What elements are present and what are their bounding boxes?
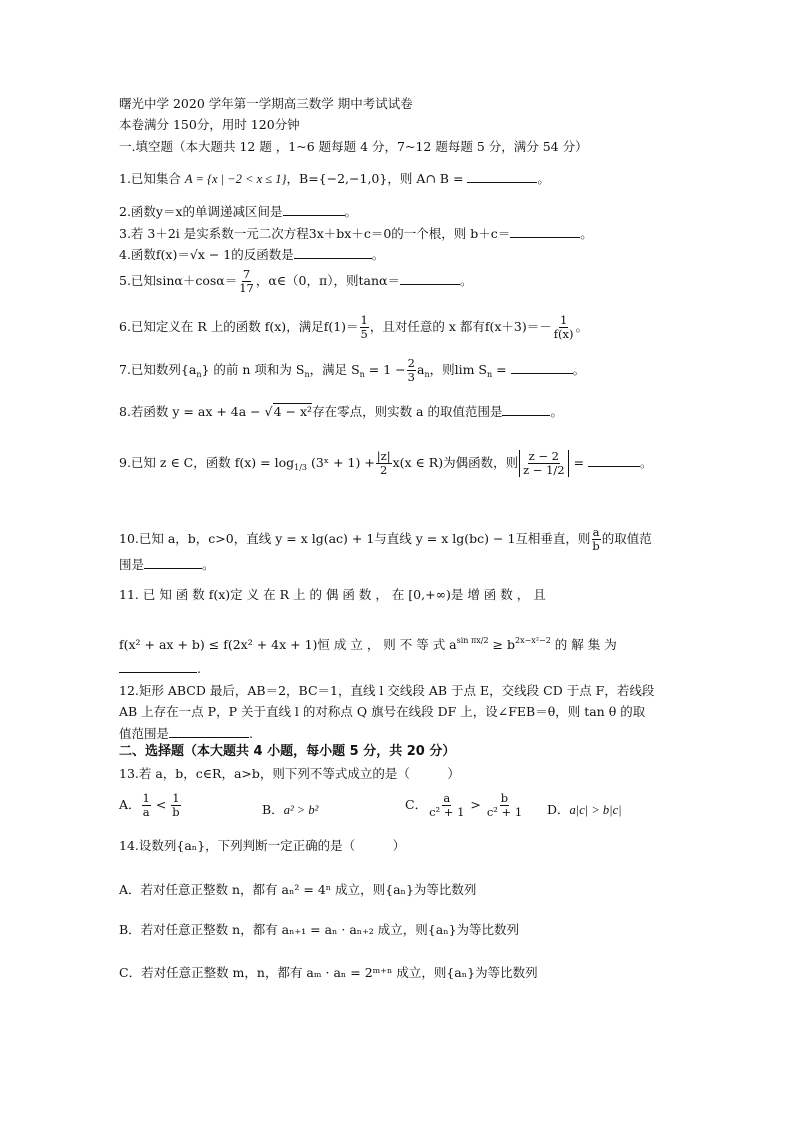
- q9-end: 。: [640, 455, 653, 470]
- q9-denominator: 2: [380, 463, 388, 477]
- q9-abs-fraction: [519, 450, 569, 477]
- q14-option-a[interactable]: A．若对任意正整数 n，都有 aₙ² = 4ⁿ 成立，则{aₙ}为等比数列: [119, 882, 477, 897]
- q6-numerator-1: 1: [360, 313, 368, 327]
- q7-ask: ，则lim S: [429, 362, 487, 377]
- q1-ask: ，则 A∩ B =: [387, 171, 464, 186]
- q5-answer-blank[interactable]: [400, 272, 460, 285]
- q8-answer-blank[interactable]: [502, 403, 550, 416]
- q1-answer-blank[interactable]: [467, 170, 537, 183]
- q6-denominator-2: f(x): [553, 327, 574, 341]
- q13-a-label: A．: [119, 797, 141, 812]
- q9-prefix: 9.已知 z ∈ C，函数 f(x) = log: [119, 455, 295, 470]
- q5-prefix: 5.已知sinα＋cosα＝: [119, 273, 238, 288]
- q10-answer-blank[interactable]: [144, 556, 202, 569]
- q9-answer-blank[interactable]: [588, 454, 640, 467]
- q3-end: 。: [580, 226, 593, 241]
- q6-numerator-2: 1: [559, 313, 568, 327]
- q10-line2: 围是: [119, 557, 145, 572]
- q12-line3: 值范围是: [119, 726, 170, 741]
- exam-info: 本卷满分 150分，用时 120分钟: [119, 117, 300, 132]
- question-5: [119, 268, 472, 295]
- q13-b-body: a² > b²: [283, 803, 319, 817]
- q13-d-label: D．: [547, 802, 570, 817]
- question-12-line-1: 12.矩形 ABCD 最后，AB＝2，BC＝1，直线 l 交线段 AB 于点 E，交线段 CD 于点 F，若线段: [119, 683, 655, 698]
- q6-prefix: 6.已知定义在 R 上的函数 f(x)，满足f(1)＝: [119, 319, 359, 334]
- question-12-line-2: AB 上存在一点 P，P 关于直线 l 的对称点 Q 旗号在线段 DF 上，设∠FEB＝θ，则 tan θ 的取: [119, 704, 646, 719]
- q13-option-a[interactable]: A． $\frac{1}{a}$ < $\frac{1}{b}$: [119, 791, 180, 819]
- q9-post: x(x ∈ R)为偶函数，则: [392, 455, 519, 470]
- q4-end: 。: [371, 247, 385, 262]
- q7-cond: ，满足 S: [309, 362, 360, 377]
- question-8: 8.若函数 y = ax + 4a − √4 − x²存在零点，则实数 a 的取值范围是 。: [119, 404, 563, 419]
- q9-fraction: [376, 450, 392, 477]
- q12-end: .: [249, 726, 253, 741]
- question-10-line-2: [119, 556, 215, 573]
- question-4: [119, 246, 384, 263]
- question-9: [119, 450, 653, 477]
- question-14-stem: 14.设数列{aₙ}，下列判断一定正确的是（ ）: [119, 838, 406, 853]
- q8-post: 存在零点，则实数 a 的取值范围是: [312, 404, 503, 419]
- question-1: [119, 170, 550, 187]
- q7-post: a: [416, 362, 425, 377]
- question-13-stem: 13.若 a，b，c∈R，a>b，则下列不等式成立的是（ ）: [119, 766, 460, 781]
- q11-ge: ≥ b: [488, 637, 515, 652]
- q6-mid: ，且对任意的 x 都有f(x＋3)＝－: [369, 319, 552, 334]
- q13-a-fraction-2: $\frac{1}{b}$: [172, 791, 180, 819]
- section-2-title: 二、选择题（本大题共 4 小题，每小题 5 分，共 20 分）: [119, 744, 456, 759]
- q6-fraction-1: [360, 314, 369, 341]
- q5-denominator: 17: [239, 281, 254, 295]
- question-10-line-1: [119, 526, 652, 553]
- question-6: [119, 314, 588, 341]
- q14-option-c[interactable]: C．若对任意正整数 m，n，都有 aₘ · aₙ = 2ᵐ⁺ⁿ 成立，则{aₙ}为等比数列: [119, 965, 538, 980]
- q2-end: 。: [344, 204, 358, 219]
- q13-d-body: a|c| > b|c|: [569, 803, 622, 817]
- q11-answer-blank[interactable]: [119, 660, 197, 673]
- q9-eq: =: [569, 455, 585, 470]
- q7-fraction: [407, 357, 416, 384]
- q5-end: 。: [459, 273, 473, 288]
- q6-fraction-2: [553, 314, 575, 341]
- q7-prefix: 7.已知数列{a: [119, 362, 197, 377]
- q10-ratio-den: b: [592, 539, 600, 553]
- q10-text: 10.已知 a，b，c>0，直线 y = x lg(ac) + 1与直线 y = x lg(bc) − 1互相垂直，则: [119, 531, 591, 546]
- q11-exponent-a: sin πx/2: [456, 636, 489, 645]
- q7-numerator: 2: [407, 356, 415, 370]
- q3-answer-blank[interactable]: [510, 225, 580, 238]
- q7-end: =: [492, 362, 507, 377]
- q1-set-a: A = {x | −2 < x ≤ 1}: [184, 172, 287, 186]
- q13-c-label: C．: [405, 797, 428, 812]
- q11-line2-end: 的 解 集 为: [550, 637, 617, 652]
- q10-line1-end: 的取值范: [601, 531, 652, 546]
- q6-denominator-1: 5: [360, 327, 368, 341]
- q3-text: 3.若 3＋2i 是实系数一元二次方程3x＋bx＋c＝0的一个根，则 b＋c＝: [119, 226, 511, 241]
- q13-b-label: B．: [262, 802, 284, 817]
- q7-mid: } 的前 n 项和为 S: [201, 362, 305, 377]
- q5-fraction: [238, 268, 255, 295]
- q8-root: 4 − x²: [273, 404, 313, 419]
- q14-option-b[interactable]: B．若对任意正整数 n，都有 aₙ₊₁ = aₙ · aₙ₊₂ 成立，则{aₙ}为等比数列: [119, 922, 520, 937]
- q9-abs-numerator: z − 2: [528, 449, 559, 463]
- q4-text: 4.函数f(x)＝√x − 1的反函数是: [119, 247, 294, 262]
- q10-ratio: [591, 526, 600, 553]
- q7-denominator: 3: [407, 370, 415, 384]
- exam-title: 曙光中学 2020 学年第一学期高三数学 期中考试试卷: [119, 96, 413, 111]
- question-11-line-1: 11. 已 知 函 数 f(x)定 义 在 R 上 的 偶 函 数 ， 在 [0,+∞)是 增 函 数 ， 且: [119, 587, 546, 602]
- q13-option-b[interactable]: [262, 800, 318, 818]
- q9-numerator: |z|: [376, 449, 391, 463]
- q9-log-base: 1/3: [294, 463, 307, 472]
- q1-end: 。: [537, 171, 550, 186]
- q7-answer-blank[interactable]: [511, 361, 573, 374]
- q13-c-fraction-2: $\frac{b}{\text{c² + 1}}$: [486, 791, 523, 819]
- q9-abs-denominator: z − 1/2: [523, 463, 565, 477]
- q11-exponent-b: 2x−x²−2: [515, 636, 551, 645]
- q13-option-c[interactable]: C． $\frac{a}{\text{c² + 1}}$ > $\frac{b}{\text{c² + 1}}$: [405, 791, 523, 819]
- question-11-line-2: [119, 633, 617, 653]
- q2-answer-blank[interactable]: [283, 203, 345, 216]
- q12-answer-blank[interactable]: [169, 725, 249, 738]
- q1-prefix: 1.已知集合: [119, 171, 185, 186]
- q10-end: 。: [202, 557, 215, 572]
- q9-mid: (3ˣ + 1) +: [310, 455, 375, 470]
- q11-end: .: [197, 661, 201, 676]
- q7-period: 。: [572, 362, 586, 377]
- q2-text: 2.函数y＝x的单调递减区间是: [119, 204, 283, 219]
- q5-numerator: 7: [242, 267, 251, 281]
- question-3: [119, 225, 593, 242]
- q6-end: 。: [575, 319, 588, 334]
- q5-post: ，α∈（0，π），则tanα＝: [255, 273, 400, 288]
- question-2: [119, 203, 357, 220]
- q7-eq: = 1 −: [364, 362, 406, 377]
- q13-option-d[interactable]: [547, 800, 622, 818]
- question-12-line-3: [119, 725, 253, 742]
- question-7: 7.已知数列$\{a_n\}$ 的前 n 项和为 $S_n$，满足 $S_n = 1$ − $\frac{2}{3}$ $a_n$，则$\lim S_n$ = 。: [119, 356, 586, 384]
- q4-answer-blank[interactable]: [294, 246, 372, 259]
- q8-prefix: 8.若函数 y = ax + 4a −: [119, 404, 261, 419]
- q10-ratio-num: a: [592, 525, 600, 539]
- question-11-line-3: [119, 660, 201, 677]
- q13-a-fraction-1: $\frac{1}{a}$: [142, 791, 150, 819]
- q11-line2: f(x² + ax + b) ≤ f(2x² + 4x + 1)恒 成 立 ， 则 不 等 式 a: [119, 637, 457, 652]
- q8-end: 。: [550, 404, 563, 419]
- q13-c-fraction-1: $\frac{a}{\text{c² + 1}}$: [429, 791, 465, 819]
- q1-set-b: ，B={−2,−1,0}: [286, 171, 388, 186]
- section-1-title: 一.填空题（本大题共 12 题 ，1~6 题每题 4 分，7~12 题每题 5 分，满分 54 分）: [119, 139, 588, 154]
